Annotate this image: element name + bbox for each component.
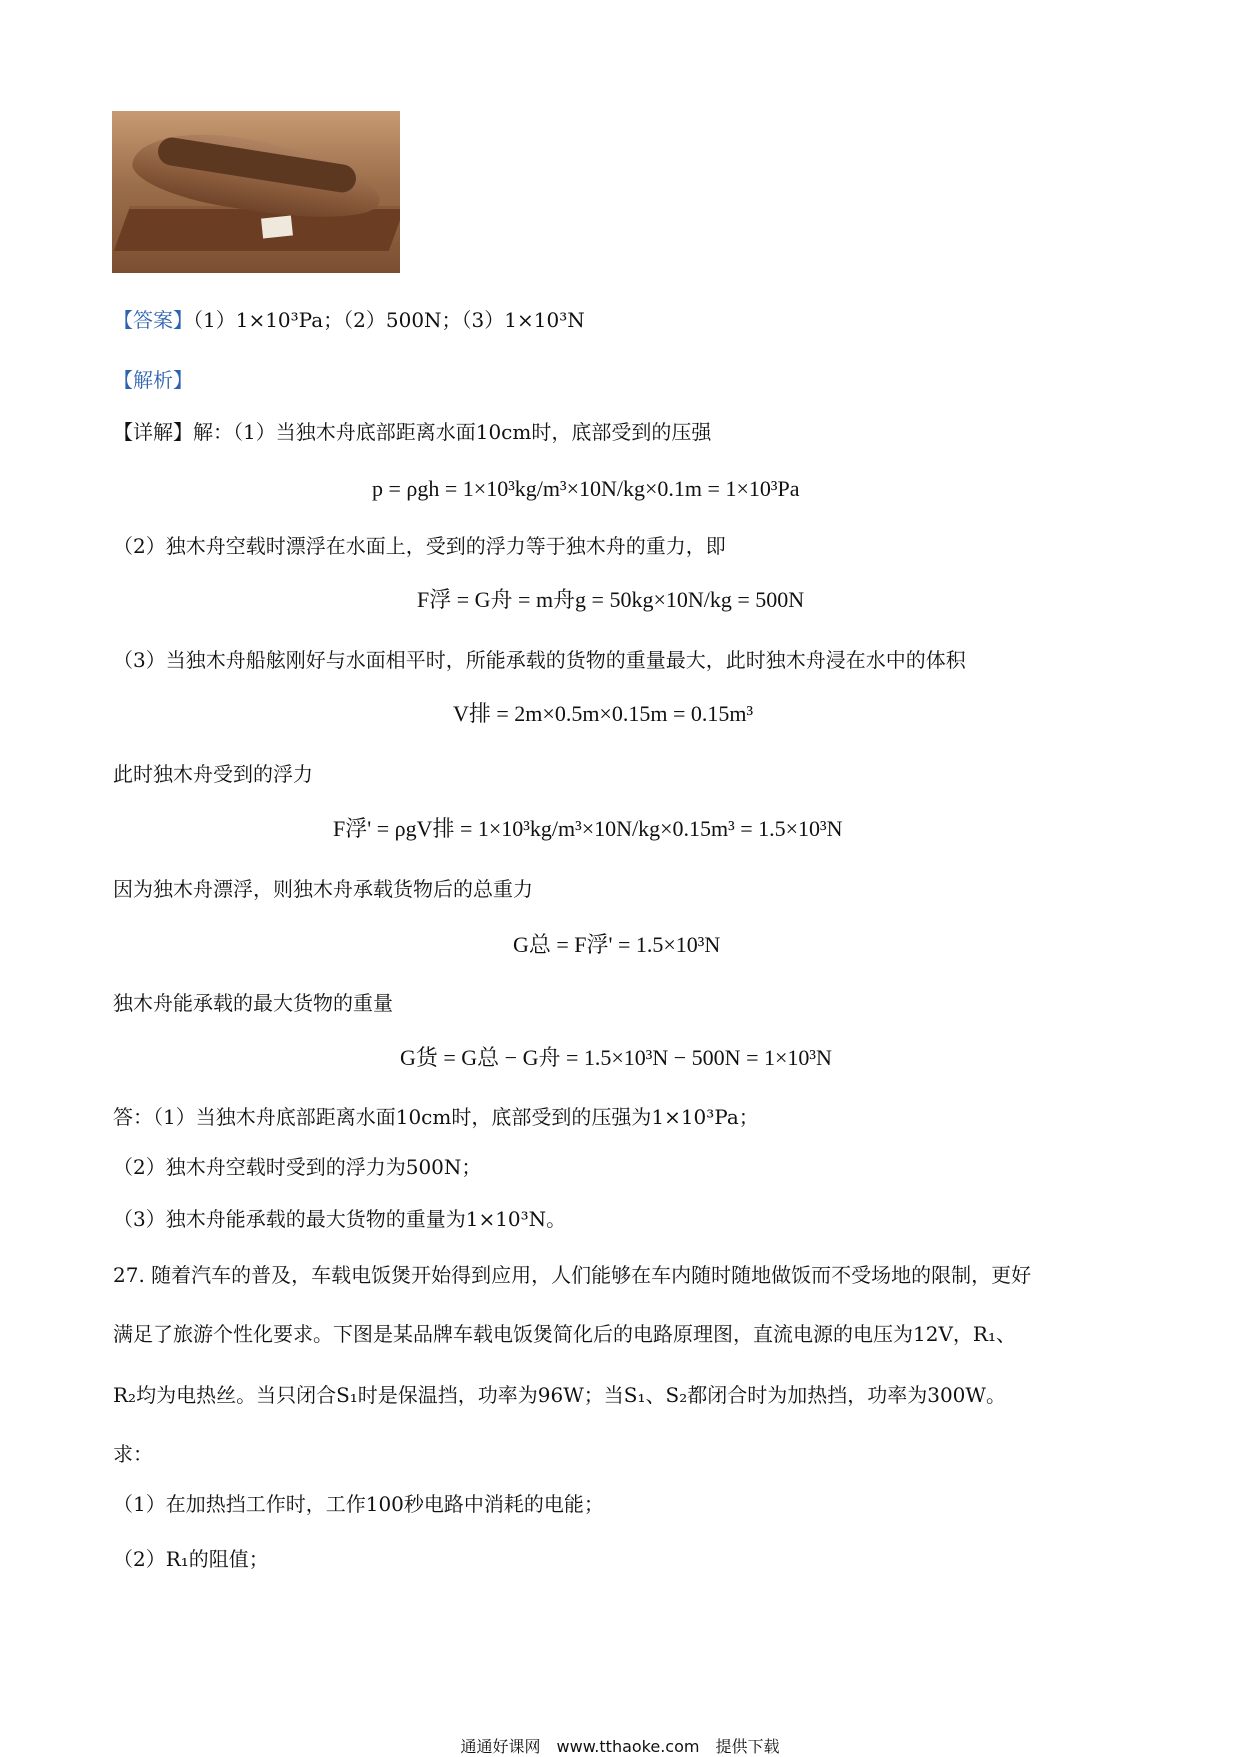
photo-label-plaque [261,215,293,238]
equation-buoyancy-empty: F浮 = G舟 = m舟g = 50kg×10N/kg = 500N [417,587,805,612]
analysis-line [113,370,193,390]
detail-tag: 【详解】 [113,420,193,444]
analysis-tag: 【解析】 [113,368,193,392]
question27-line-1: 27. 随着汽车的普及，车载电饭煲开始得到应用，人们能够在车内随时随地做饭而不受场地的限制，更好 [113,1263,1032,1287]
detail-text-4: 此时独木舟受到的浮力 [113,762,313,786]
question27-line-4: 求： [113,1442,153,1466]
answer-summary-3: （3）独木舟能承载的最大货物的重量为1×10³N。 [113,1207,567,1231]
equation-cargo-weight: G货 = G总 − G舟 = 1.5×10³N − 500N = 1×10³N [400,1045,832,1070]
dugout-canoe-photo [112,111,400,273]
detail-text-5: 因为独木舟漂浮，则独木舟承载货物后的总重力 [113,877,533,901]
detail-text-1: 解：（1）当独木舟底部距离水面10cm时，底部受到的压强 [193,420,712,444]
detail-text-6: 独木舟能承载的最大货物的重量 [113,991,393,1015]
page-footer: 通通好课网 www.tthaoke.com 提供下载 [460,1737,780,1756]
equation-total-weight: G总 = F浮' = 1.5×10³N [513,932,721,957]
question27-subq-1: （1）在加热挡工作时，工作100秒电路中消耗的电能； [113,1492,604,1516]
equation-volume: V排 = 2m×0.5m×0.15m = 0.15m³ [453,701,754,726]
answer-line [113,310,585,330]
equation-pressure: p = ρgh = 1×10³kg/m³×10N/kg×0.1m = 1×10³Pa [372,476,800,501]
detail-text-3: （3）当独木舟船舷刚好与水面相平时，所能承载的货物的重量最大，此时独木舟浸在水中的体积 [113,648,966,672]
question27-line-2: 满足了旅游个性化要求。下图是某品牌车载电饭煲简化后的电路原理图，直流电源的电压为12V，R₁、 [113,1322,1016,1346]
question27-line-3: R₂均为电热丝。当只闭合S₁时是保温挡，功率为96W；当S₁、S₂都闭合时为加热挡，功率为300W。 [113,1383,1006,1407]
equation-buoyancy-full: F浮' = ρgV排 = 1×10³kg/m³×10N/kg×0.15m³ = 1.5×10³N [333,816,843,841]
detail-text-2: （2）独木舟空载时漂浮在水面上，受到的浮力等于独木舟的重力，即 [113,534,726,558]
answer-text: （1）1×10³Pa；（2）500N；（3）1×10³N [193,308,585,332]
answer-tag: 【答案】 [113,308,193,332]
answer-summary-2: （2）独木舟空载时受到的浮力为500N； [113,1155,482,1179]
answer-summary-1: 答：（1）当独木舟底部距离水面10cm时，底部受到的压强为1×10³Pa； [113,1105,759,1129]
detail-line-1 [113,422,711,442]
question27-subq-2: （2）R₁的阻值； [113,1547,269,1571]
